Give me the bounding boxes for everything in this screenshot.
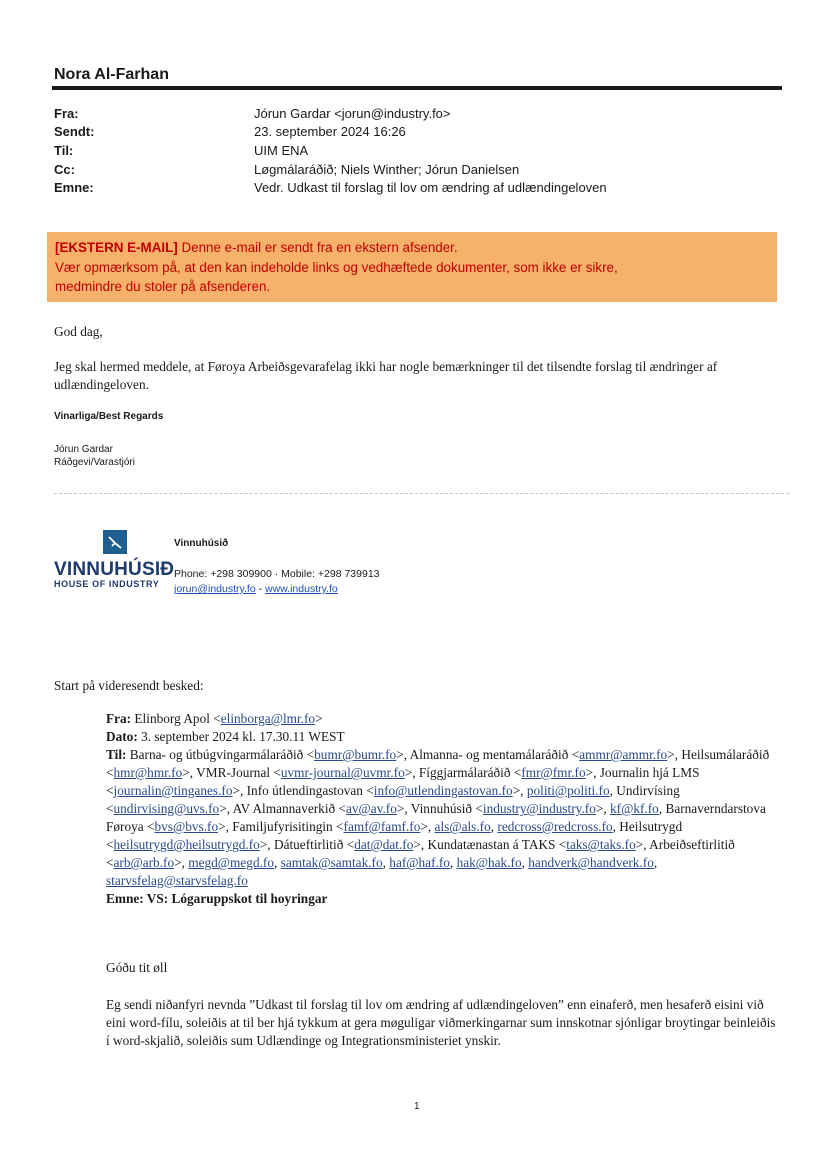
recipient-text: >, Arbeiðseftirlitið < — [106, 837, 735, 870]
forward-intro: Start på videresendt besked: — [54, 678, 204, 693]
company-logo-wordmark: VINNUHÚSIÐ — [54, 559, 175, 580]
recipient-text: >, Almanna- og mentamálaráðið < — [396, 747, 580, 762]
banner-tag: [EKSTERN E-MAIL] — [55, 240, 178, 255]
recipient-email-link[interactable]: uvmr-journal@uvmr.fo — [280, 765, 405, 780]
recipient-text: , — [382, 855, 390, 870]
fwd-to-label: Til: — [106, 747, 127, 762]
recipient-text: >, Info útlendingastovan < — [232, 783, 374, 798]
subject-label: Emne: — [54, 180, 94, 195]
recipient-email-link[interactable]: megd@megd.fo — [188, 855, 274, 870]
recipient-text: >, Dátueftirlitið < — [259, 837, 355, 852]
recipient-email-link[interactable]: famf@famf.fo — [343, 819, 421, 834]
contact-line — [174, 583, 338, 595]
recipient-email-link[interactable]: haf@haf.fo — [389, 855, 450, 870]
message-body: Jeg skal hermed meddele, at Føroya Arbeiðsgevarafelag ikki har nogle bemærkninger til det tilsendte forslag til ændringer af udlændingeloven. — [54, 359, 718, 392]
recipient-text: >, VMR-Journal < — [182, 765, 281, 780]
recipient-email-link[interactable]: als@als.fo — [434, 819, 491, 834]
page-number: 1 — [414, 1101, 420, 1112]
to-value: UIM ENA — [254, 143, 309, 158]
recipient-text: >, — [420, 819, 435, 834]
recipient-text: , Barnaverndarstova Føroya < — [106, 801, 766, 834]
website-link[interactable]: www.industry.fo — [265, 583, 338, 595]
recipient-email-link[interactable]: industry@industry.fo — [482, 801, 596, 816]
recipient-text: >, Vinnuhúsið < — [396, 801, 483, 816]
signature-divider — [54, 493, 789, 494]
recipient-text: , — [490, 819, 498, 834]
forwarded-header — [106, 710, 786, 908]
recipient-text: >, Familjufyrisitingin < — [218, 819, 344, 834]
recipient-text: >, Fíggjarmálaráðið < — [404, 765, 522, 780]
recipient-text: Barna- og útbúgvingarmálaráðið < — [126, 747, 315, 762]
recipient-text: >, Journalin hjá LMS < — [106, 765, 700, 798]
fwd-date-value: 3. september 2024 kl. 17.30.11 WEST — [137, 729, 345, 744]
company-logo-subtitle: HOUSE OF INDUSTRY — [54, 579, 160, 589]
recipient-email-link[interactable]: bumr@bumr.fo — [314, 747, 397, 762]
fwd-date-row — [106, 728, 786, 746]
recipient-text: >, AV Almannaverkið < — [219, 801, 346, 816]
subject-value: Vedr. Udkast til forslag til lov om ændring af udlændingeloven — [254, 180, 607, 195]
heading-rule — [52, 86, 782, 90]
recipient-email-link[interactable]: undirvising@uvs.fo — [113, 801, 220, 816]
fwd-date-label: Dato: — [106, 729, 138, 744]
recipient-email-link[interactable]: arb@arb.fo — [113, 855, 175, 870]
recipient-email-link[interactable]: info@utlendingastovan.fo — [373, 783, 513, 798]
recipient-email-link[interactable]: hmr@hmr.fo — [113, 765, 183, 780]
fwd-from-value: Elinborg Apol < — [131, 711, 221, 726]
recipient-email-link[interactable]: av@av.fo — [346, 801, 397, 816]
sign-off: Vinarliga/Best Regards — [54, 411, 164, 422]
message-greeting: God dag, — [54, 324, 103, 339]
banner-line-2: Vær opmærksom på, at den kan indeholde links og vedhæftede dokumenter, som ikke er sikre, — [55, 259, 618, 275]
banner-line-1-text: Denne e-mail er sendt fra en ekstern afsender. — [177, 240, 458, 255]
recipient-text: >, Heilsumálaráðið < — [106, 747, 770, 780]
recipient-text: , — [449, 855, 457, 870]
recipient-text: , Undirvísing < — [106, 783, 680, 816]
recipient-text: , — [274, 855, 281, 870]
recipient-email-link[interactable]: samtak@samtak.fo — [280, 855, 383, 870]
fwd-to-row — [106, 746, 786, 890]
recipient-text: >, — [174, 855, 189, 870]
recipient-text: , Heilsutrygd < — [106, 819, 683, 852]
recipient-email-link[interactable]: redcross@redcross.fo — [497, 819, 613, 834]
recipient-email-link[interactable]: bvs@bvs.fo — [154, 819, 219, 834]
external-email-banner — [47, 232, 777, 302]
signature-title: Ráðgevi/Varastjóri — [54, 457, 135, 468]
fwd-body: Eg sendi niðanfyri nevnda ”Udkast til forslag til lov om ændring af udlændingeloven” enn einaferð, men hesaferð eisini við eini word-fílu, soleiðis at til ber hjá tykkum at gera møguligar viðmerkingarnar sum innskotnar sjónligar broytingar beinleiðis í word-skjalið, soleiðis sum Udlændinge og Integrationsministeriet ynskir. — [106, 997, 776, 1048]
recipient-email-link[interactable]: dat@dat.fo — [354, 837, 414, 852]
fwd-subject-row — [106, 890, 786, 908]
recipient-email-link[interactable]: heilsutrygd@heilsutrygd.fo — [113, 837, 260, 852]
cc-label: Cc: — [54, 162, 75, 177]
recipient-text: , — [653, 855, 658, 870]
company-logo-icon — [103, 530, 127, 554]
fwd-from-email-link[interactable]: elinborga@lmr.fo — [220, 711, 316, 726]
recipient-email-link[interactable]: handverk@handverk.fo — [528, 855, 654, 870]
mailbox-owner: Nora Al-Farhan — [54, 66, 169, 83]
contact-separator: - — [255, 583, 266, 595]
recipient-email-link[interactable]: fmr@fmr.fo — [521, 765, 586, 780]
recipient-email-link[interactable]: ammr@ammr.fo — [579, 747, 668, 762]
fwd-subject-value: VS: Lógaruppskot til hoyringar — [143, 891, 328, 906]
recipient-email-link[interactable]: journalin@tinganes.fo — [113, 783, 233, 798]
from-label: Fra: — [54, 106, 79, 121]
recipient-text: , — [521, 855, 529, 870]
signature-name: Jórun Gardar — [54, 444, 113, 455]
fwd-subject-label: Emne: — [106, 891, 144, 906]
cc-value: Løgmálaráðið; Niels Winther; Jórun Danielsen — [254, 162, 520, 177]
recipient-text: >, Kundatænastan á TAKS < — [413, 837, 567, 852]
fwd-from-end: > — [315, 711, 323, 726]
recipient-email-link[interactable]: taks@taks.fo — [566, 837, 636, 852]
fwd-from-label: Fra: — [106, 711, 132, 726]
to-label: Til: — [54, 143, 74, 158]
recipient-email-link[interactable]: politi@politi.fo — [526, 783, 610, 798]
recipient-text: >, — [595, 801, 610, 816]
phone-line: Phone: +298 309900 · Mobile: +298 739913 — [174, 568, 380, 580]
recipient-text: >, — [512, 783, 527, 798]
fwd-from-row — [106, 710, 786, 728]
fwd-recipient-list — [106, 747, 769, 888]
email-link[interactable]: jorun@industry.fo — [174, 583, 256, 595]
company-name: Vinnuhúsið — [174, 538, 229, 549]
banner-line-3: medmindre du stoler på afsenderen. — [55, 279, 271, 294]
from-value: Jórun Gardar <jorun@industry.fo> — [254, 106, 451, 121]
sent-value: 23. september 2024 16:26 — [254, 124, 406, 139]
recipient-email-link[interactable]: kf@kf.fo — [610, 801, 659, 816]
recipient-email-link[interactable]: hak@hak.fo — [456, 855, 522, 870]
recipient-email-link[interactable]: starvsfelag@starvsfelag.fo — [106, 873, 248, 888]
fwd-greeting: Góðu tit øll — [106, 960, 168, 975]
banner-line-1 — [55, 238, 777, 258]
sent-label: Sendt: — [54, 124, 95, 139]
